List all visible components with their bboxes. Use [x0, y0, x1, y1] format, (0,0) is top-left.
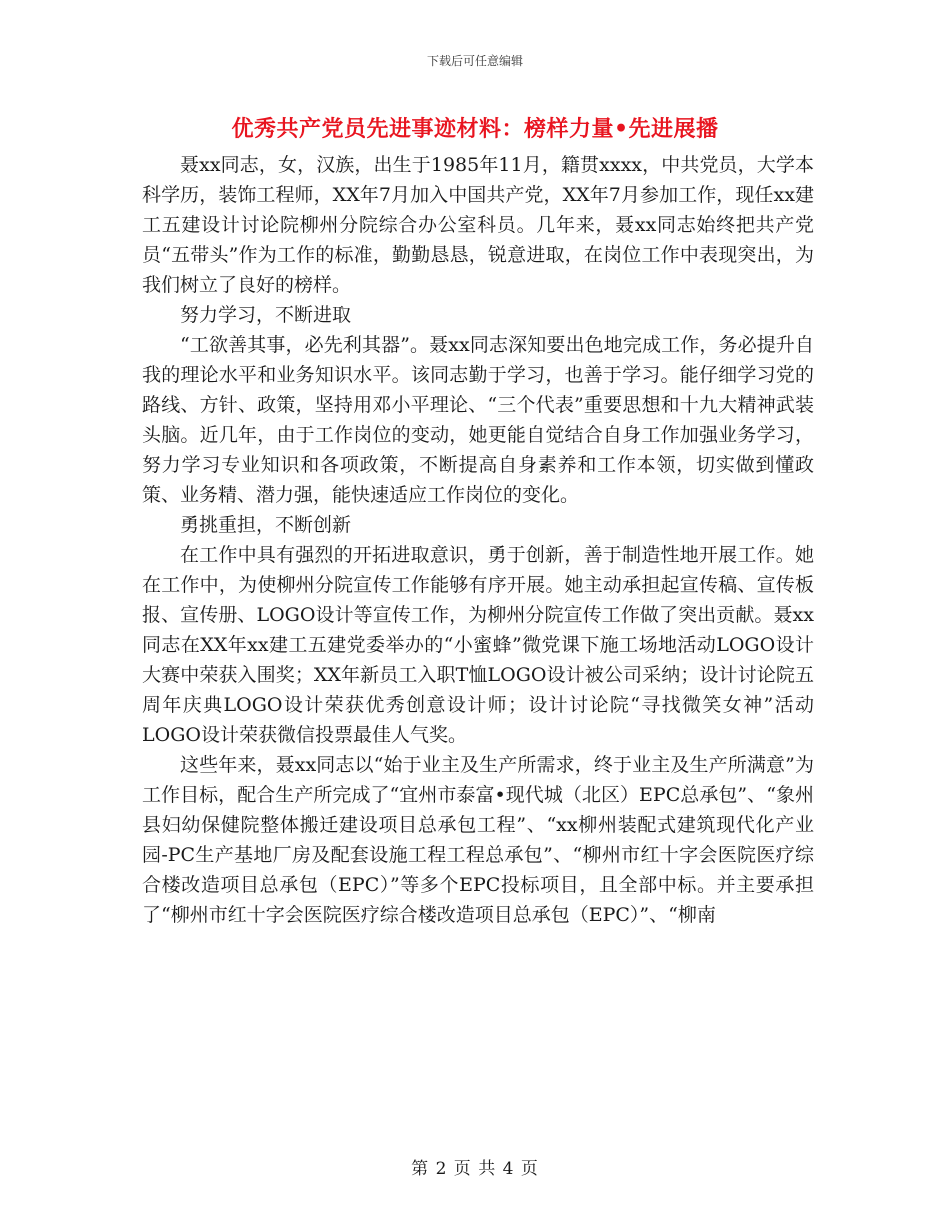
page-number: 第 2 页 共 4 页 — [411, 1159, 539, 1179]
paragraph-projects: 这些年来，聂xx同志以“始于业主及生产所需求，终于业主及生产所满意”为工作目标，配合生产所完成了“宜州市泰富•现代城（北区）EPC总承包”、“象州县妇幼保健院整体搬迁建设项目总承包工程”、“xx柳州装配式建筑现代化产业园-PC生产基地厂房及配套设施工程工程总承包”、“柳州市红十字会医院医疗综合楼改造项目总承包（EPC）”等多个EPC投标项目，且全部中标。并主要承担了“柳州市红十字会医院医疗综合楼改造项目总承包（EPC）”、“柳南 — [142, 754, 814, 926]
section-heading-innovation: 勇挑重担，不断创新 — [180, 514, 352, 536]
paragraph-study: “工欲善其事，必先利其器”。聂xx同志深知要出色地完成工作，务必提升自我的理论水平和业务知识水平。该同志勤于学习，也善于学习。能仔细学习党的路线、方针、政策，坚持用邓小平理论、“三个代表”重要思想和十九大精神武装头脑。近几年，由于工作岗位的变动，她更能自觉结合自身工作加强业务学习，努力学习专业知识和各项政策，不断提高自身素养和工作本领，切实做到懂政策、业务精、潜力强，能快速适应工作岗位的变化。 — [142, 334, 814, 506]
paragraph-intro: 聂xx同志，女，汉族，出生于1985年11月，籍贯xxxx，中共党员，大学本科学历，装饰工程师，XX年7月加入中国共产党，XX年7月参加工作，现任xx建工五建设计讨论院柳州分院综合办公室科员。几年来，聂xx同志始终把共产党员“五带头”作为工作的标准，勤勤恳恳，锐意进取，在岗位工作中表现突出，为我们树立了良好的榜样。 — [142, 154, 814, 296]
paragraph-innovation: 在工作中具有强烈的开拓进取意识，勇于创新，善于制造性地开展工作。她在工作中，为使柳州分院宣传工作能够有序开展。她主动承担起宣传稿、宣传板报、宣传册、LOGO设计等宣传工作，为柳州分院宣传工作做了突出贡献。聂xx同志在XX年xx建工五建党委举办的“小蜜蜂”微党课下施工场地活动LOGO设计大赛中荣获入围奖；XX年新员工入职T恤LOGO设计被公司采纳；设计讨论院五周年庆典LOGO设计荣获优秀创意设计师；设计讨论院“寻找微笑女神”活动LOGO设计荣获微信投票最佳人气奖。 — [142, 544, 814, 746]
document-body — [142, 150, 814, 930]
document-title: 优秀共产党员先进事迹材料：榜样力量•先进展播 — [231, 116, 719, 142]
section-heading-study: 努力学习，不断进取 — [180, 304, 352, 326]
header-note: 下载后可任意编辑 — [426, 54, 523, 68]
